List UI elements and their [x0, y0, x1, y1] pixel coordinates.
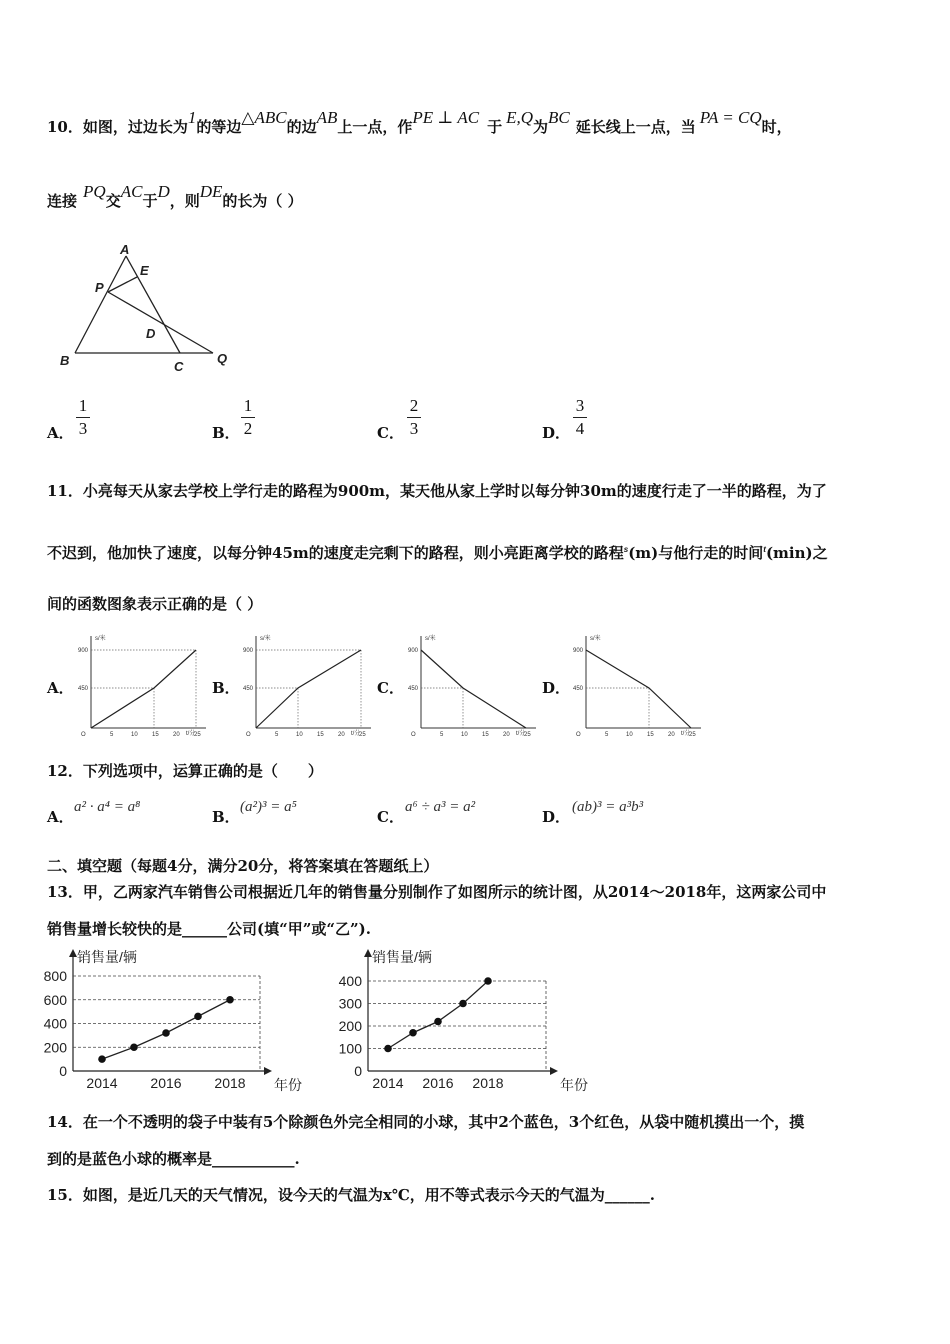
q12-option-b-expr: (a²)³ = a⁵	[240, 799, 297, 815]
y-tick-label: 200	[43, 1039, 67, 1056]
x-tick-20: 20	[338, 732, 345, 738]
x-tick-5: 5	[440, 732, 444, 738]
x-tick-20: 20	[173, 732, 180, 738]
q10-option-a-frac: 1 3	[76, 396, 90, 439]
x-tick-label: 2018	[214, 1075, 246, 1091]
data-point-2017	[459, 1000, 467, 1008]
y-tick-900: 900	[408, 648, 419, 654]
q11-option-d-label[interactable]: D．	[542, 679, 571, 697]
q10-option-c-frac: 2 3	[407, 396, 421, 439]
q11-line2: 不迟到，他加快了速度，以每分钟45m的速度走完剩下的路程，则小亮距离学校的路程$^s$(m)与他行走的时间$^t$(min)之	[47, 544, 828, 562]
data-point-2018	[226, 996, 234, 1004]
x-tick-5: 5	[110, 732, 114, 738]
y-axis-arrow	[364, 949, 372, 957]
data-point-2015	[130, 1043, 138, 1051]
x-tick-15: 15	[647, 732, 654, 738]
x-tick-25: 25	[689, 732, 696, 738]
x-tick-label: 2016	[150, 1075, 182, 1091]
q11-line3: 间的函数图象表示正确的是（ ）	[47, 595, 263, 613]
q10-option-d-label[interactable]: D．	[542, 424, 571, 442]
x-tick-label: 2014	[372, 1075, 404, 1091]
y-tick-label: 100	[338, 1040, 362, 1057]
q13-line1: 13．甲，乙两家汽车销售公司根据近几年的销售量分别制作了如图所示的统计图，从2014～2018年，这两家公司中	[47, 883, 827, 901]
fig-label-b: B	[60, 353, 70, 368]
x-tick-25: 25	[194, 732, 201, 738]
x-tick-O: O	[81, 732, 86, 738]
q11-option-c-label[interactable]: C．	[377, 679, 404, 697]
data-point-2016	[434, 1018, 442, 1026]
q15-line1: 15．如图，是近几天的天气情况，设今天的气温为x℃，用不等式表示今天的气温为______.	[47, 1186, 656, 1204]
y-tick-label: 400	[338, 973, 362, 989]
q10-line1: 10．如图，过边长为1的等边△ABC的边AB上一点，作PE ⊥ AC 于 E,Q为BC 延长线上一点，当 PA = CQ时，	[47, 108, 792, 136]
q11-graph-d	[572, 630, 696, 745]
q12-title: 12．下列选项中，运算正确的是（ ）	[47, 762, 323, 780]
fig-label-a: A	[120, 242, 130, 257]
x-axis-label: t/分	[681, 731, 691, 737]
y-axis-arrow	[69, 949, 77, 957]
x-tick-15: 15	[152, 732, 159, 738]
function-curve	[256, 650, 361, 728]
q14-line1: 14．在一个不透明的袋子中装有5个除颜色外完全相同的小球，其中2个蓝色，3个红色，从袋中随机摸出一个，摸	[47, 1113, 805, 1131]
function-curve	[586, 650, 691, 728]
x-tick-15: 15	[317, 732, 324, 738]
segment-pe	[108, 277, 137, 292]
x-tick-20: 20	[668, 732, 675, 738]
data-point-2017	[194, 1013, 202, 1021]
y-tick-900: 900	[573, 648, 584, 654]
x-tick-O: O	[411, 732, 416, 738]
y-axis-label: s/米	[95, 636, 106, 642]
x-tick-label: 2018	[472, 1075, 504, 1091]
q12-option-c-expr: a⁶ ÷ a³ = a²	[405, 799, 476, 815]
series-line	[388, 981, 488, 1049]
y-axis-label: s/米	[260, 636, 271, 642]
x-axis-label: t/分	[516, 731, 526, 737]
x-tick-25: 25	[359, 732, 366, 738]
segment-pq	[108, 292, 213, 353]
function-curve	[91, 650, 196, 728]
y-tick-label: 0	[354, 1063, 362, 1079]
data-point-2015	[409, 1029, 417, 1037]
y-tick-450: 450	[243, 686, 254, 692]
q14-line2: 到的是蓝色小球的概率是___________.	[47, 1150, 300, 1168]
x-tick-label: 2014	[86, 1075, 118, 1091]
chart-yi	[330, 945, 588, 1095]
fig-label-p: P	[95, 280, 104, 295]
y-tick-label: 0	[59, 1063, 67, 1079]
y-axis-title: 销售量/辆	[372, 949, 432, 965]
edge-ab	[75, 256, 126, 353]
triangle-figure	[50, 240, 250, 380]
y-tick-label: 800	[43, 968, 67, 984]
fig-label-e: E	[140, 263, 149, 278]
fig-label-d: D	[146, 326, 156, 341]
x-tick-O: O	[246, 732, 251, 738]
x-tick-15: 15	[482, 732, 489, 738]
q10-option-c-label[interactable]: C．	[377, 424, 404, 442]
q10-option-d-frac: 3 4	[573, 396, 587, 439]
y-tick-label: 400	[43, 1015, 67, 1032]
y-tick-900: 900	[243, 648, 254, 654]
q12-option-d-expr: (ab)³ = a³b³	[572, 799, 644, 815]
x-tick-5: 5	[605, 732, 609, 738]
q11-graph-c	[407, 630, 531, 745]
q11-graph-a	[77, 630, 201, 745]
q12-option-a-expr: a² · a⁴ = a⁸	[74, 799, 141, 815]
x-tick-10: 10	[461, 732, 468, 738]
x-tick-O: O	[576, 732, 581, 738]
q10-line2: 连接 PQ交AC于D，则DE的长为（ ）	[47, 182, 303, 210]
q11-line1: 11．小亮每天从家去学校上学行走的路程为900m，某天他从家上学时以每分钟30m的速度行走了一半的路程，为了	[47, 482, 827, 500]
y-axis-label: s/米	[590, 636, 601, 642]
x-axis-arrow	[550, 1067, 558, 1075]
x-tick-label: 2016	[422, 1075, 454, 1091]
q12-option-a-label[interactable]: A．	[47, 808, 74, 826]
q12-option-c-label[interactable]: C．	[377, 808, 404, 826]
x-tick-10: 10	[296, 732, 303, 738]
function-curve	[421, 650, 526, 728]
q12-option-b-label[interactable]: B．	[212, 808, 240, 826]
q13-line2: 销售量增长较快的是______公司(填“甲”或“乙”).	[47, 920, 371, 938]
q10-option-b-frac: 1 2	[241, 396, 255, 439]
q11-option-a-label[interactable]: A．	[47, 679, 74, 697]
data-point-2018	[484, 977, 492, 985]
y-axis-title: 销售量/辆	[77, 949, 137, 965]
y-tick-450: 450	[408, 686, 419, 692]
x-axis-title: 年份	[274, 1077, 302, 1093]
data-point-2014	[384, 1045, 392, 1053]
y-tick-450: 450	[78, 686, 89, 692]
section-heading-fill-blank: 二、填空题（每题4分，满分20分，将答案填在答题纸上）	[47, 857, 439, 875]
x-axis-title: 年份	[560, 1077, 588, 1093]
data-point-2016	[162, 1029, 170, 1037]
chart-jia	[40, 945, 315, 1095]
x-tick-10: 10	[131, 732, 138, 738]
x-axis-label: t/分	[351, 731, 361, 737]
y-tick-900: 900	[78, 648, 89, 654]
x-tick-5: 5	[275, 732, 279, 738]
x-tick-10: 10	[626, 732, 633, 738]
y-tick-label: 600	[43, 991, 67, 1008]
fig-label-q: Q	[217, 351, 228, 366]
y-tick-label: 300	[338, 995, 362, 1012]
x-tick-25: 25	[524, 732, 531, 738]
q12-option-d-label[interactable]: D．	[542, 808, 571, 826]
x-axis-label: t/分	[186, 731, 196, 737]
y-axis-label: s/米	[425, 636, 436, 642]
y-tick-label: 200	[338, 1018, 362, 1034]
y-tick-450: 450	[573, 686, 584, 692]
q11-option-b-label[interactable]: B．	[212, 679, 240, 697]
q11-graph-b	[242, 630, 366, 745]
q10-option-a-label[interactable]: A．	[47, 424, 74, 442]
data-point-2014	[98, 1055, 106, 1063]
fig-label-c: C	[174, 359, 184, 374]
q10-option-b-label[interactable]: B．	[212, 424, 240, 442]
x-axis-arrow	[264, 1067, 272, 1075]
x-tick-20: 20	[503, 732, 510, 738]
